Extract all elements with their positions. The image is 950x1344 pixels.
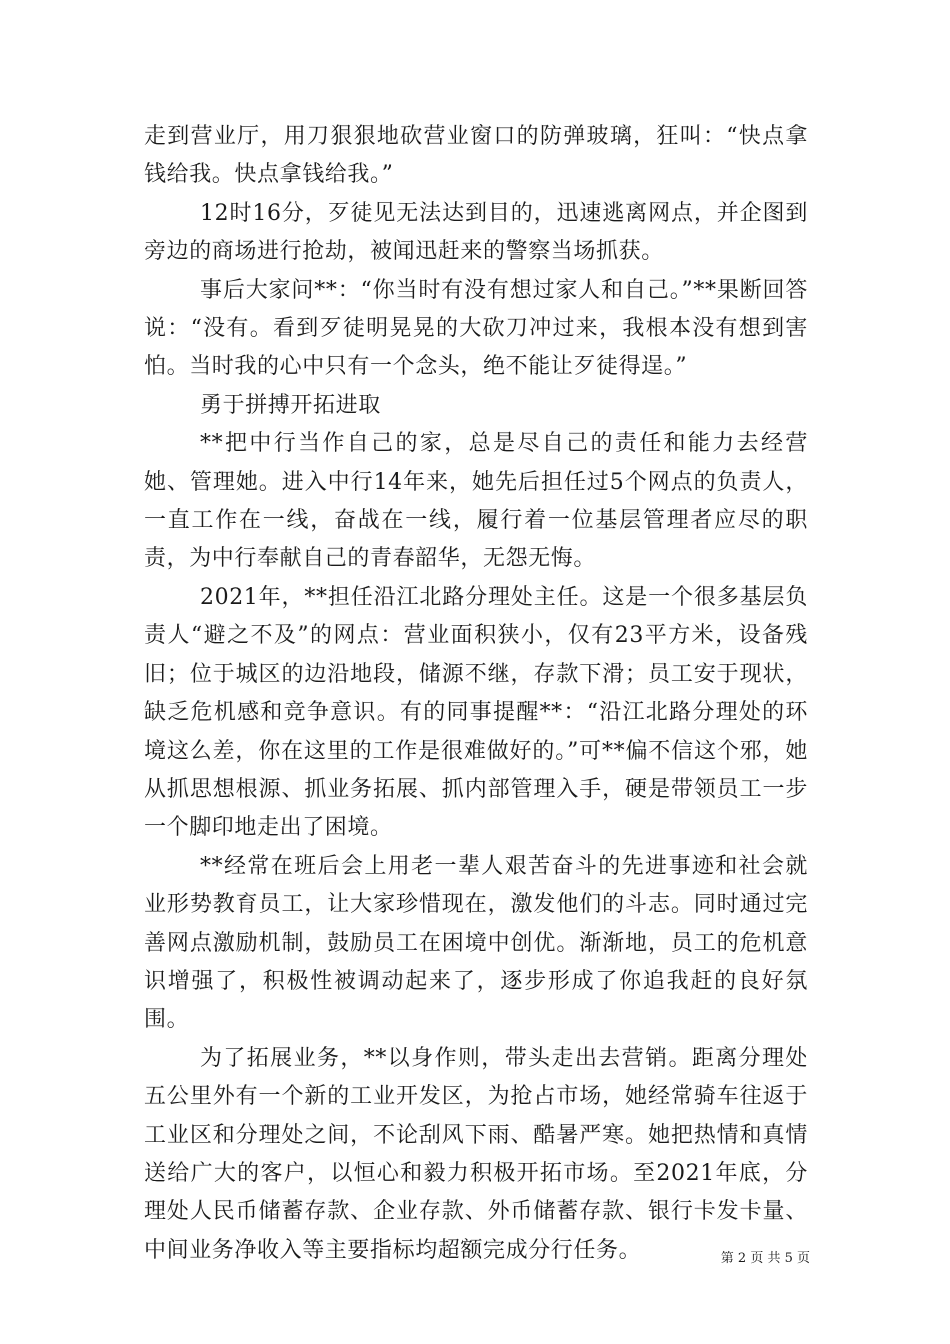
section-heading: 勇于拼搏开拓进取: [200, 392, 381, 418]
document-body: [144, 118, 808, 1270]
paragraph: **经常在班后会上用老一辈人艰苦奋斗的先进事迹和社会就业形势教育员工，让大家珍惜现在，激发他们的斗志。同时通过完善网点激励机制，鼓励员工在困境中创优。渐渐地，员工的危机意识增强了，积极性被调动起来了，逐步形成了你追我赶的良好氛围。: [144, 853, 808, 1033]
paragraph: 为了拓展业务，**以身作则，带头走出去营销。距离分理处五公里外有一个新的工业开发区，为抢占市场，她经常骑车往返于工业区和分理处之间，不论刮风下雨、酷暑严寒。她把热情和真情送给广大的客户，以恒心和毅力积极开拓市场。至2021年底，分理处人民币储蓄存款、企业存款、外币储蓄存款、银行卡发卡量、中间业务净收入等主要指标均超额完成分行任务。: [144, 1045, 808, 1263]
page-number: 第 2 页 共 5 页: [720, 1251, 810, 1266]
paragraph-continuation: 走到营业厅，用刀狠狠地砍营业窗口的防弹玻璃，狂叫：“快点拿钱给我。快点拿钱给我。”: [144, 124, 808, 188]
paragraph: **把中行当作自己的家，总是尽自己的责任和能力去经营她、管理她。进入中行14年来，她先后担任过5个网点的负责人，一直工作在一线，奋战在一线，履行着一位基层管理者应尽的职责，为中行奉献自己的青春韶华，无怨无悔。: [144, 431, 808, 572]
paragraph: 2021年，**担任沿江北路分理处主任。这是一个很多基层负责人“避之不及”的网点：营业面积狭小，仅有23平方米，设备残旧；位于城区的边沿地段，储源不继，存款下滑；员工安于现状，缺乏危机感和竞争意识。有的同事提醒**：“沿江北路分理处的环境这么差，你在这里的工作是很难做好的。”可**偏不信这个邪，她从抓思想根源、抓业务拓展、抓内部管理入手，硬是带领员工一步一个脚印地走出了困境。: [144, 584, 808, 841]
paragraph: 事后大家问**：“你当时有没有想过家人和自己。”**果断回答说：“没有。看到歹徒明晃晃的大砍刀冲过来，我根本没有想到害怕。当时我的心中只有一个念头，绝不能让歹徒得逞。”: [144, 277, 808, 380]
paragraph: 12时16分，歹徒见无法达到目的，迅速逃离网点，并企图到旁边的商场进行抢劫，被闻迅赶来的警察当场抓获。: [144, 200, 808, 265]
